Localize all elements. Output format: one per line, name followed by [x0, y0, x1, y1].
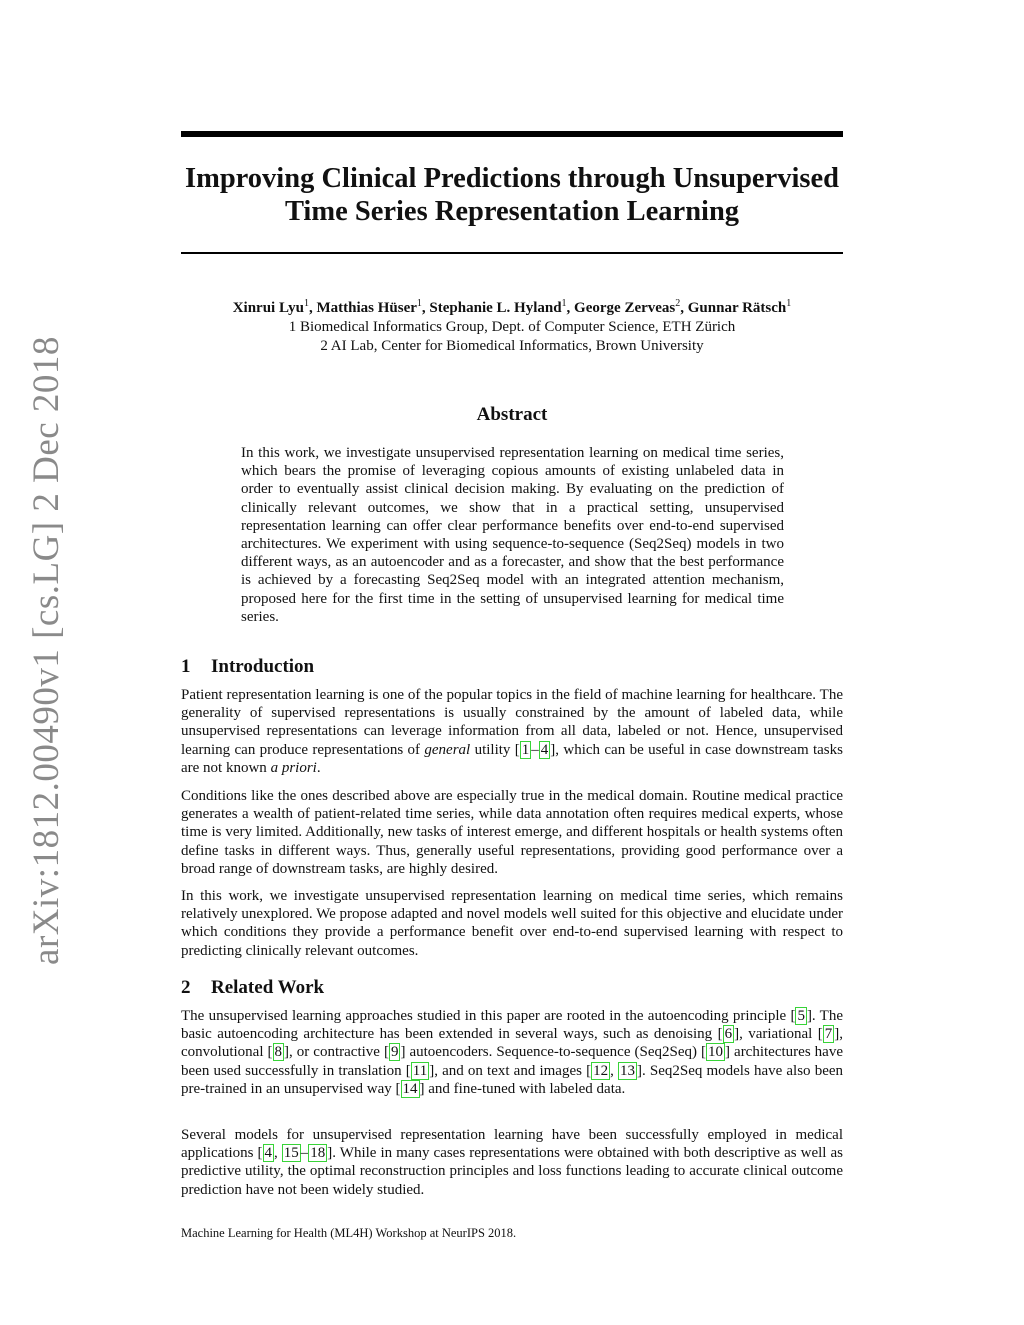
citation-link[interactable]: 9	[390, 1044, 399, 1061]
title-line-2: Time Series Representation Learning	[284, 196, 740, 227]
author-affiliation-mark: 1	[304, 298, 309, 309]
citation-link[interactable]: 15	[283, 1145, 299, 1162]
arxiv-id: arXiv:1812.00490v1 [cs.LG] 2 Dec 2018	[25, 335, 67, 965]
author-name: Stephanie L. Hyland	[429, 300, 562, 316]
section-heading-related-work	[181, 976, 324, 1000]
section-number: 1	[181, 656, 191, 677]
citation-link[interactable]: 12	[593, 1062, 609, 1079]
citation-link[interactable]: 14	[402, 1080, 418, 1097]
author-affiliation-mark: 1	[786, 298, 792, 309]
author-name: Xinrui Lyu	[232, 300, 304, 316]
citation-link[interactable]: 18	[310, 1145, 326, 1162]
affiliation-1: 1 Biomedical Informatics Group, Dept. of Computer Science, ETH Zürich	[288, 319, 736, 335]
title-line-1: Improving Clinical Predictions through Unsupervised	[184, 163, 839, 194]
venue-footnote: Machine Learning for Health (ML4H) Workshop at NeurIPS 2018.	[181, 1226, 517, 1240]
citation-link[interactable]: 1	[521, 741, 530, 758]
abstract-text: In this work, we investigate unsupervised representation learning on medical time series, which bears the promise of leveraging copious amounts of existing unlabeled data in order to eventually assist clinical decision making. By evaluating on the prediction of clinically relevant outcomes, we show that in a practical setting, unsupervised representation learning can offer clear performance benefits over end-to-end supervised architectures. We experiment with using sequence-to-sequence (Seq2Seq) models in two different ways, as an autoencoder and as a forecaster, and show that the best performance is achieved by a forecasting Seq2Seq model with an integrated attention mechanism, proposed here for the first time in the setting of unsupervised learning for medical time series.	[241, 445, 784, 625]
section-title: Introduction	[211, 656, 315, 677]
author-name: George Zerveas	[574, 300, 676, 316]
citation-link[interactable]: 4	[540, 741, 549, 758]
author-name: Matthias Hüser	[316, 300, 417, 316]
related-work-paragraph-1: The unsupervised learning approaches studied in this paper are rooted in the autoencoding principle [ 5 ]. The basic autoencoding architecture has been extended in several ways, such as denoising [ 6 ], variational [ 7 ], convolutional [ 8 ], or contractive [ 9 ] autoencoders. Sequence-to-sequence (Seq2Seq) [ 10 ] architectures have been used successfully in translation [ 11 ], and on text and images [ 12 , 13 ]. Seq2Seq models have also been pre-trained in an unsupervised way [ 14 ] and fine-tuned with labeled data.	[181, 1008, 844, 1097]
title-rule-top	[181, 131, 843, 137]
title-rule-bottom	[181, 252, 843, 254]
emphasis-a-priori: a priori	[270, 759, 317, 776]
citation-link[interactable]: 10	[708, 1044, 724, 1061]
author-name: Gunnar Rätsch	[687, 300, 787, 316]
affiliation-2: 2 AI Lab, Center for Biomedical Informatics, Brown University	[320, 338, 704, 354]
author-list: Xinrui Lyu$^1$, Matthias Hüser$^1$, Stephanie L. Hyland$^1$, George Zerveas$^2$, Gunnar Rätsch$^1$	[232, 298, 792, 316]
citation-link[interactable]: 6	[724, 1026, 733, 1043]
citation-link[interactable]: 8	[274, 1044, 283, 1061]
arxiv-watermark	[18, 335, 74, 965]
intro-paragraph-3: In this work, we investigate unsupervised representation learning on medical time series, which remains relatively unexplored. We propose adapted and novel models well suited for this objective and elucidate under which conditions they provide a performance benefit over end-to-end supervised learning with respect to predicting clinically relevant outcomes.	[181, 888, 843, 959]
citation-link[interactable]: 4	[264, 1145, 273, 1162]
intro-paragraph-2: Conditions like the ones described above are especially true in the medical domain. Routine medical practice generates a wealth of patient-related time series, while data annotation often requires medical experts, whose time is very limited. Additionally, new tasks of interest emerge, and different hospitals or health systems often define tasks in different ways. Thus, generally useful representations, providing good performance over a broad range of downstream tasks, are highly desired.	[181, 788, 843, 877]
emphasis-general: general	[424, 741, 471, 758]
section-heading-introduction	[181, 655, 314, 679]
author-affiliation-mark: 2	[675, 298, 681, 309]
author-affiliation-mark: 1	[561, 298, 567, 309]
citation-link[interactable]: 7	[824, 1026, 833, 1043]
paper-title	[181, 162, 843, 228]
intro-paragraph-1: Patient representation learning is one of the popular topics in the field of machine learning for healthcare. The generality of supervised representations is usually constrained by the amount of labeled data, while unsupervised representations can leverage information from all data, labeled or not. Hence, unsupervised learning can produce representations of general utility [ 1 – 4 ], which can be useful in case downstream tasks are not known a priori.	[181, 687, 843, 776]
author-affiliation-mark: 1	[416, 298, 422, 309]
citation-link[interactable]: 5	[797, 1008, 805, 1024]
citation-link[interactable]: 11	[412, 1062, 428, 1079]
related-work-paragraph-2: Several models for unsupervised representation learning have been successfully employed in medical applications [ 4 , 15 – 18 ]. While in many cases representations were obtained with both descriptive as well as predictive utility, the optimal reconstruction principles and loss functions leading to accurate clinical outcome prediction have not been widely studied.	[181, 1127, 843, 1198]
section-title: Related Work	[211, 977, 325, 998]
author-block	[130, 299, 894, 356]
citation-link[interactable]: 13	[619, 1062, 635, 1079]
abstract-heading: Abstract	[476, 404, 548, 425]
section-number: 2	[181, 977, 191, 998]
